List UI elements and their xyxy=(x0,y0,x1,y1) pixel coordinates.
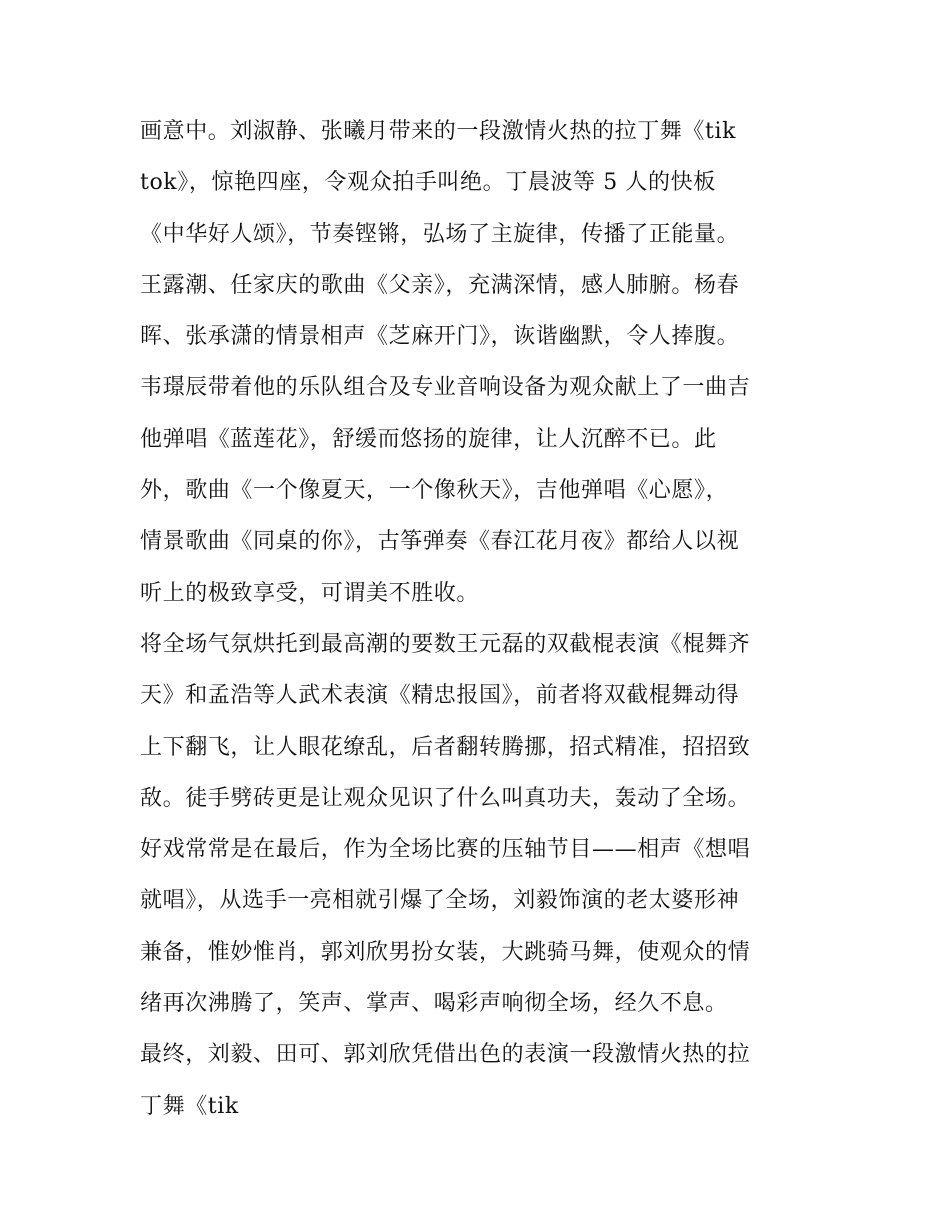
text-line-1: 画意中。刘淑静、张曦月带来的一段激情火热的拉丁舞《tik xyxy=(140,119,737,144)
text-line-18: 绪再次沸腾了，笑声、掌声、喝彩声响彻全场，经久不息。 xyxy=(140,991,728,1017)
text-line-20: 丁舞《tik xyxy=(140,1093,239,1119)
text-line-13: 上下翻飞，让人眼花缭乱，后者翻转腾挪，招式精准，招招致 xyxy=(140,734,751,760)
text-line-14: 敌。徒手劈砖更是让观众见识了什么叫真功夫，轰动了全场。 xyxy=(140,785,751,811)
text-line-11: 将全场气氛烘托到最高潮的要数王元磊的双截棍表演《棍舞齐 xyxy=(140,631,751,657)
text-line-12: 天》和孟浩等人武术表演《精忠报国》，前者将双截棍舞动得 xyxy=(140,683,740,709)
text-line-15: 好戏常常是在最后，作为全场比赛的压轴节目——相声《想唱 xyxy=(140,837,751,863)
text-line-10: 听上的极致享受，可谓美不胜收。 xyxy=(140,580,480,606)
text-line-5: 晖、张承潇的情景相声《芝麻开门》，诙谐幽默，令人捧腹。 xyxy=(140,324,740,350)
text-line-3: 《中华好人颂》，节奏铿锵，弘场了主旋律，传播了正能量。 xyxy=(140,221,740,247)
text-line-9: 情景歌曲《同桌的你》，古筝弹奏《春江花月夜》都给人以视 xyxy=(140,529,740,555)
body-text xyxy=(140,106,830,1132)
text-line-16: 就唱》，从选手一亮相就引爆了全场，刘毅饰演的老太婆形神 xyxy=(140,888,740,914)
text-line-2: tok》，惊艳四座，令观众拍手叫绝。丁晨波等 5 人的快板 xyxy=(140,170,716,196)
text-line-4: 王露潮、任家庆的歌曲《父亲》，充满深情，感人肺腑。杨春 xyxy=(140,272,740,298)
text-line-17: 兼备，惟妙惟肖，郭刘欣男扮女装，大跳骑马舞，使观众的情 xyxy=(140,939,751,965)
text-line-6: 韦璟辰带着他的乐队组合及专业音响设备为观众献上了一曲吉 xyxy=(140,375,751,401)
text-line-8: 外，歌曲《一个像夏天，一个像秋天》，吉他弹唱《心愿》， xyxy=(140,478,729,504)
text-line-19: 最终，刘毅、田可、郭刘欣凭借出色的表演一段激情火热的拉 xyxy=(140,1042,751,1068)
text-line-7: 他弹唱《蓝莲花》，舒缓而悠扬的旋律，让人沉醉不已。此 xyxy=(140,426,717,452)
